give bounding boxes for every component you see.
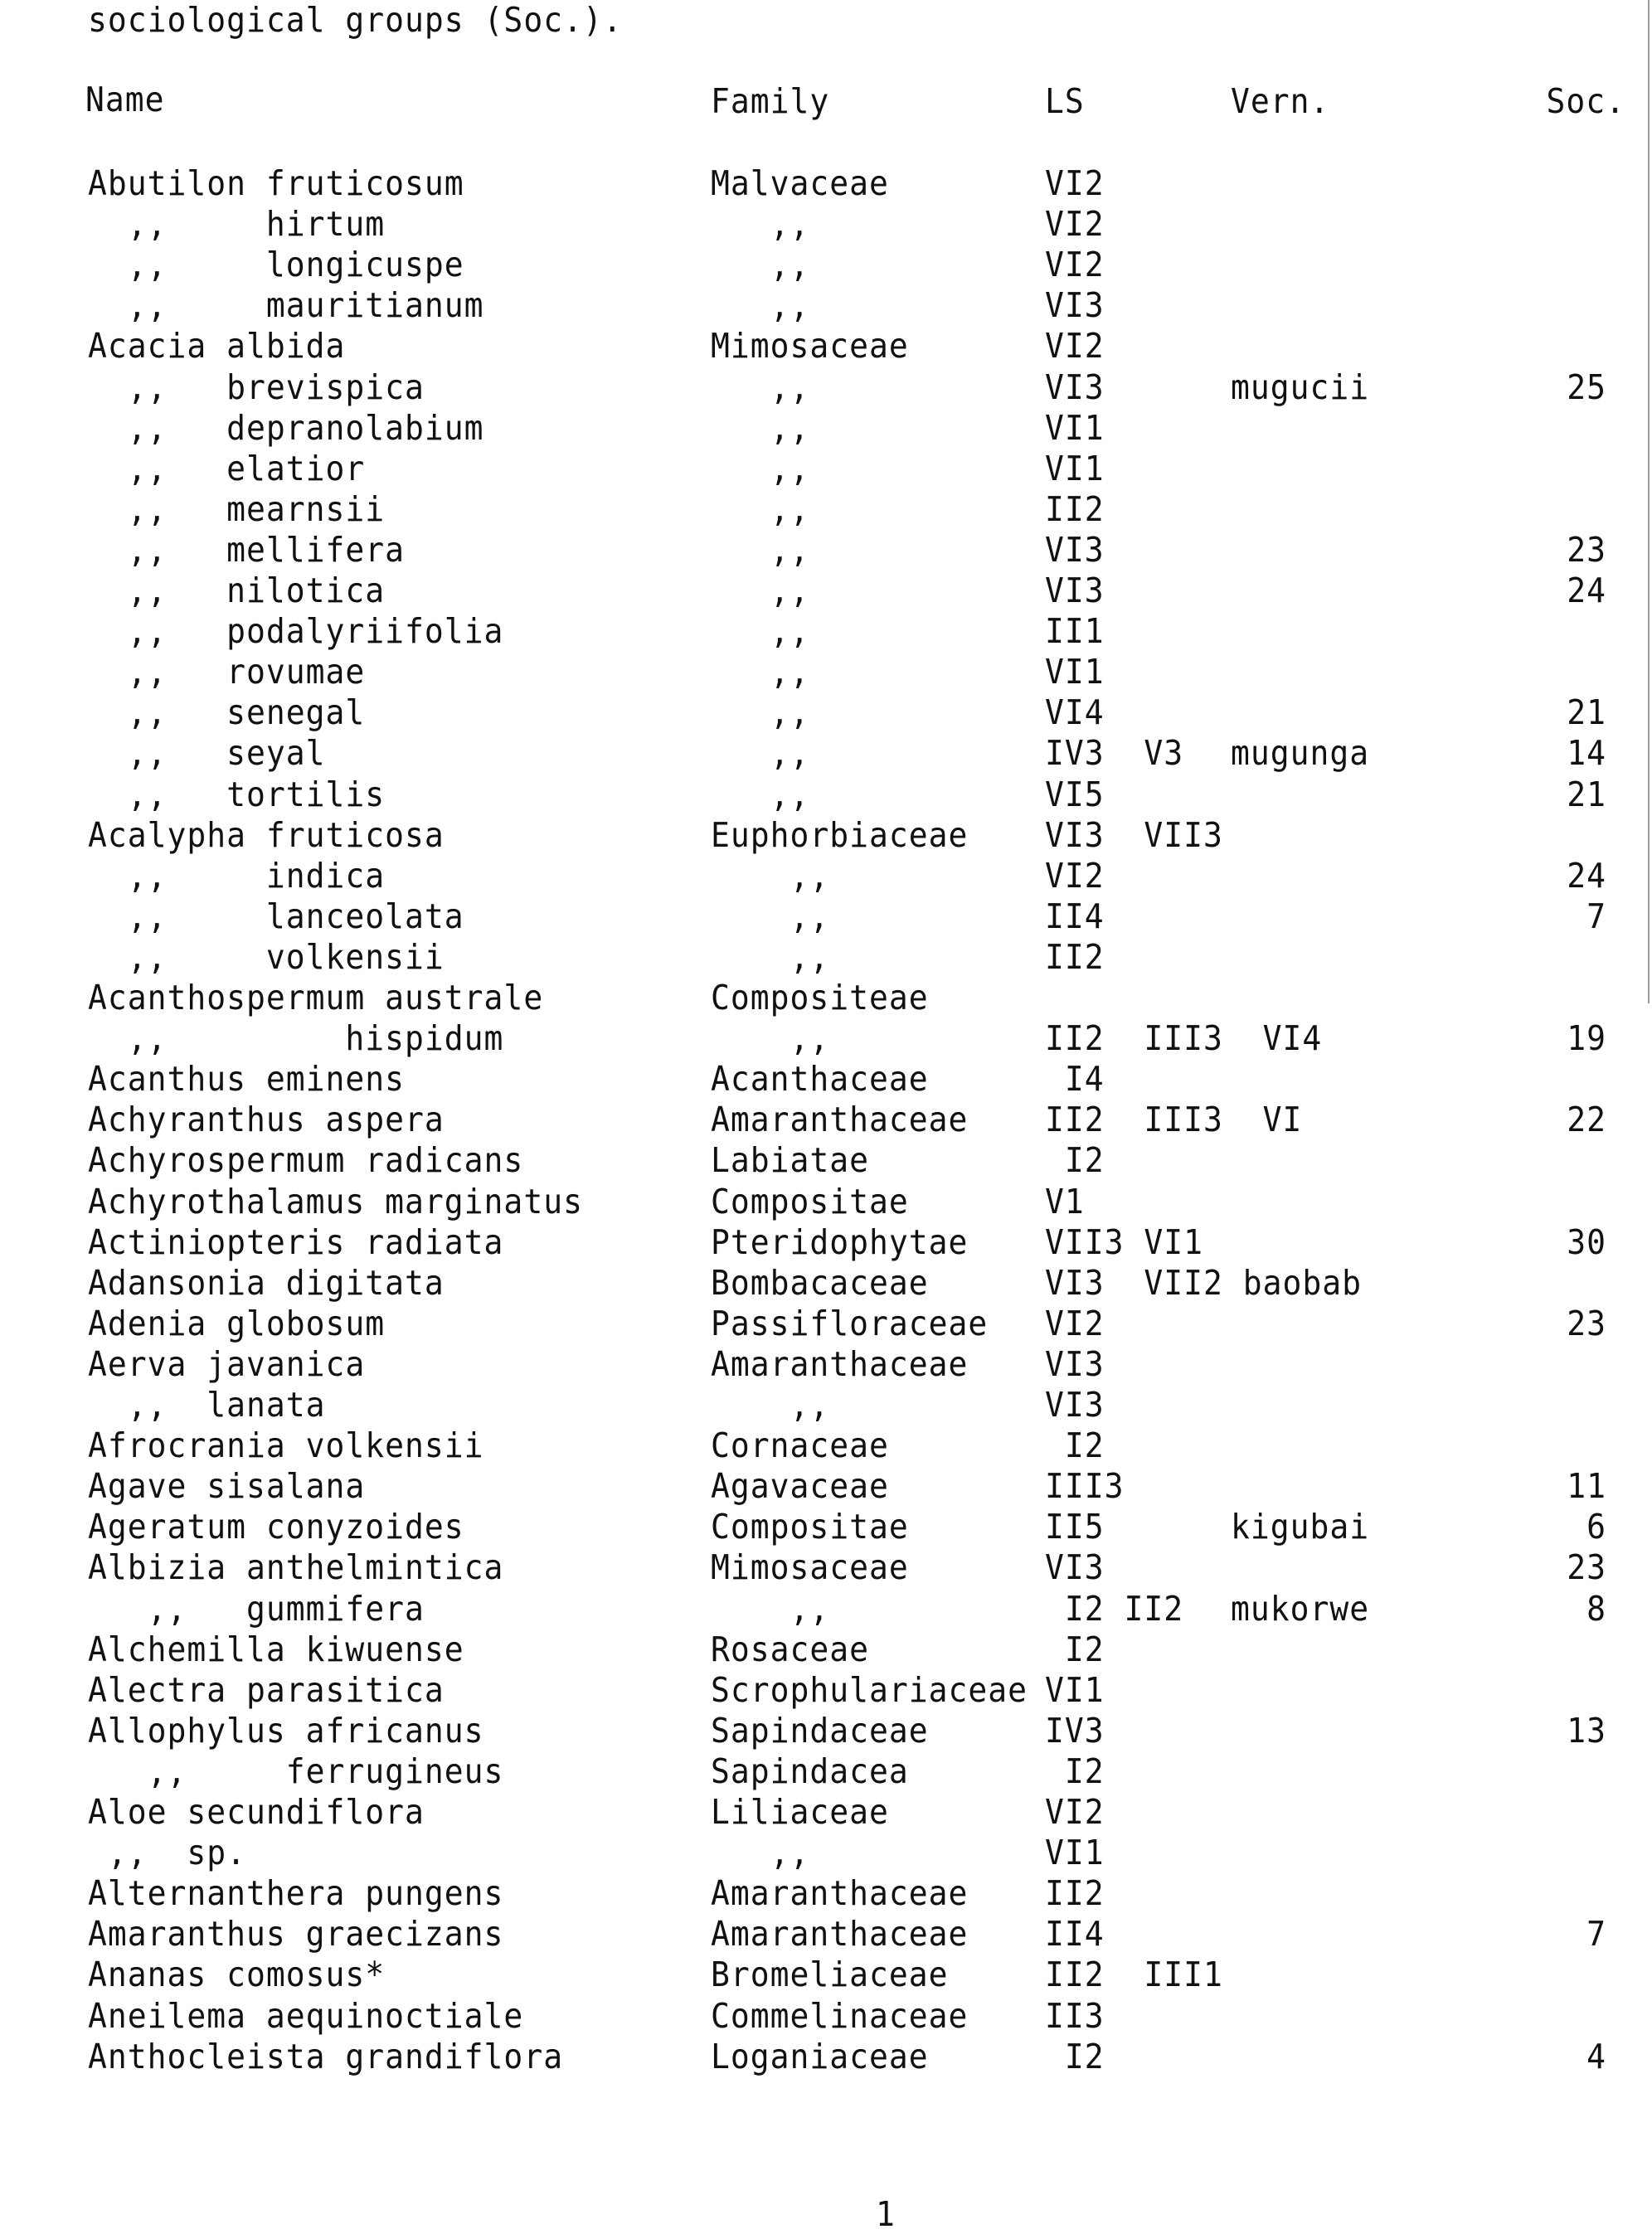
header-name: Name (85, 80, 165, 119)
life-stage: V1 (1045, 1181, 1085, 1221)
family: Compositeae (711, 978, 929, 1017)
species-name: Ananas comosus* (88, 1955, 386, 1995)
sociological-group: 7 (1586, 896, 1606, 936)
life-stage: I4 (1045, 1059, 1105, 1099)
sociological-group: 11 (1567, 1466, 1606, 1506)
family: Liliaceae (711, 1792, 889, 1832)
sociological-group: 19 (1567, 1018, 1606, 1058)
life-stage: I2 II2 (1045, 1588, 1184, 1629)
species-name: ,, lanceolata (88, 896, 464, 936)
sociological-group: 8 (1586, 1588, 1606, 1629)
life-stage: VI3 (1045, 1344, 1105, 1384)
life-stage: VI4 (1045, 692, 1105, 733)
family: Sapindaceae (711, 1711, 929, 1751)
life-stage: III3 (1045, 1466, 1125, 1506)
sociological-group: 21 (1567, 774, 1606, 814)
family: Amaranthaceae (711, 1344, 969, 1384)
family: Agavaceae (711, 1466, 889, 1506)
species-name: Ageratum conyzoides (88, 1507, 464, 1547)
life-stage: II2 III3 VI4 (1045, 1018, 1323, 1058)
family: Sapindacea (711, 1751, 909, 1791)
sociological-group: 23 (1567, 1304, 1606, 1343)
life-stage: VI3 (1045, 367, 1105, 407)
family: Bromeliaceae (711, 1955, 949, 1995)
life-stage: II4 (1045, 1914, 1105, 1955)
life-stage: II2 III1 (1045, 1955, 1223, 1995)
family: ,, (711, 489, 810, 529)
life-stage: VII3 VI1 (1045, 1221, 1204, 1262)
species-name: ,, mellifera (88, 530, 406, 570)
life-stage: VI3 VII3 (1045, 814, 1223, 855)
family: Compositae (711, 1181, 909, 1221)
species-name: Abutilon fruticosum (88, 163, 464, 203)
species-name: ,, hispidum (88, 1018, 504, 1058)
sociological-group: 24 (1567, 571, 1606, 610)
life-stage: II3 (1045, 1995, 1105, 2036)
species-name: Agave sisalana (88, 1466, 366, 1506)
life-stage: VI1 (1045, 407, 1105, 448)
species-name: Adenia globosum (88, 1304, 386, 1343)
species-name: Aerva javanica (88, 1344, 366, 1384)
species-name: Albizia anthelmintica (88, 1547, 504, 1588)
species-name: ,, longicuspe (88, 245, 464, 284)
family: ,, (711, 407, 810, 448)
sociological-group: 24 (1567, 855, 1606, 896)
species-name: ,, seyal (88, 733, 326, 774)
life-stage: VI2 (1045, 245, 1105, 284)
family: ,, (711, 611, 810, 651)
family: ,, (711, 530, 810, 570)
species-name: Alchemilla kiwuense (88, 1629, 464, 1669)
life-stage: VI1 (1045, 1833, 1105, 1872)
life-stage: VI3 (1045, 285, 1105, 326)
vernacular-name: mugunga (1231, 733, 1370, 774)
family: Amaranthaceae (711, 1914, 969, 1955)
life-stage: VI3 (1045, 571, 1105, 610)
life-stage: I2 (1045, 1140, 1105, 1181)
family: ,, (711, 692, 810, 733)
family: ,, (711, 937, 830, 977)
sociological-group: 7 (1586, 1914, 1606, 1955)
family: ,, (711, 245, 810, 284)
family: ,, (711, 855, 830, 896)
life-stage: I2 (1045, 1751, 1105, 1791)
sociological-group: 25 (1567, 367, 1606, 407)
family: Mimosaceae (711, 326, 909, 367)
family: ,, (711, 1385, 830, 1425)
species-name: ,, sp. (88, 1833, 247, 1872)
vernacular-name: kigubai (1231, 1507, 1370, 1547)
family: Malvaceae (711, 163, 889, 203)
species-name: ,, rovumae (88, 652, 366, 692)
vernacular-name: mukorwe (1231, 1588, 1370, 1629)
life-stage: VI1 (1045, 652, 1105, 692)
family: Mimosaceae (711, 1547, 909, 1588)
family: Cornaceae (711, 1425, 889, 1465)
species-name: Alternanthera pungens (88, 1873, 504, 1913)
life-stage: I2 (1045, 1629, 1105, 1669)
species-name: ,, brevispica (88, 367, 425, 407)
species-name: ,, lanata (88, 1385, 326, 1425)
family: ,, (711, 774, 810, 814)
page-edge-line (1648, 0, 1650, 1003)
life-stage: II2 III3 VI (1045, 1100, 1303, 1140)
family: ,, (711, 652, 810, 692)
life-stage: VI1 (1045, 448, 1105, 488)
family: ,, (711, 896, 830, 936)
species-name: Alectra parasitica (88, 1669, 445, 1710)
family: Amaranthaceae (711, 1100, 969, 1140)
family: ,, (711, 1588, 830, 1629)
family: Bombacaceae (711, 1262, 929, 1303)
life-stage: II1 (1045, 611, 1105, 651)
sociological-group: 14 (1567, 733, 1606, 774)
life-stage: IV3 (1045, 1711, 1105, 1751)
life-stage: II4 (1045, 896, 1105, 936)
family: Commelinaceae (711, 1995, 969, 2036)
species-name: Allophylus africanus (88, 1711, 484, 1751)
family: Rosaceae (711, 1629, 870, 1669)
header-soc: Soc. (1546, 81, 1625, 121)
species-name: ,, podalyriifolia (88, 611, 504, 651)
sociological-group: 4 (1586, 2036, 1606, 2076)
family: ,, (711, 448, 810, 488)
sociological-group: 30 (1567, 1221, 1606, 1262)
species-name: Aneilema aequinoctiale (88, 1995, 524, 2036)
life-stage: VI2 (1045, 204, 1105, 244)
page-number: 1 (876, 2194, 896, 2234)
life-stage: II2 (1045, 1873, 1105, 1913)
species-name: ,, indica (88, 855, 386, 896)
species-name: Aloe secundiflora (88, 1792, 425, 1832)
species-name: ,, mauritianum (88, 285, 484, 326)
family: Amaranthaceae (711, 1873, 969, 1913)
vernacular-name: mugucii (1231, 367, 1370, 407)
sociological-group: 6 (1586, 1507, 1606, 1547)
family: Labiatae (711, 1140, 870, 1181)
species-name: ,, nilotica (88, 571, 386, 610)
life-stage: I2 (1045, 1425, 1105, 1465)
header-ls: LS (1045, 81, 1085, 121)
life-stage: I2 (1045, 2036, 1105, 2076)
life-stage: VI5 (1045, 774, 1105, 814)
species-name: ,, tortilis (88, 774, 386, 814)
species-name: Acanthus eminens (88, 1059, 406, 1099)
species-name: ,, elatior (88, 448, 366, 488)
sociological-group: 23 (1567, 530, 1606, 570)
life-stage: VI3 (1045, 1547, 1105, 1588)
species-name: Actiniopteris radiata (88, 1221, 504, 1262)
life-stage: VI3 (1045, 530, 1105, 570)
life-stage: VI3 (1045, 1385, 1105, 1425)
life-stage: II5 (1045, 1507, 1105, 1547)
sociological-group: 13 (1567, 1711, 1606, 1751)
family: ,, (711, 285, 810, 326)
family: ,, (711, 571, 810, 610)
life-stage: VI2 (1045, 1792, 1105, 1832)
species-name: ,, volkensii (88, 937, 445, 977)
life-stage: VI2 (1045, 326, 1105, 367)
species-name: ,, senegal (88, 692, 366, 733)
family: ,, (711, 733, 810, 774)
species-name: Afrocrania volkensii (88, 1425, 484, 1465)
species-name: Acacia albida (88, 326, 346, 367)
species-name: Achyrospermum radicans (88, 1140, 524, 1181)
species-name: Adansonia digitata (88, 1262, 445, 1303)
family: Passifloraceae (711, 1304, 989, 1343)
family: Compositae (711, 1507, 909, 1547)
family: Loganiaceae (711, 2036, 929, 2076)
life-stage: VI3 VII2 baobab (1045, 1262, 1363, 1303)
family: Acanthaceae (711, 1059, 929, 1099)
family: ,, (711, 1018, 830, 1058)
family: ,, (711, 1833, 810, 1872)
species-name: Amaranthus graecizans (88, 1914, 504, 1955)
species-name: Anthocleista grandiflora (88, 2036, 564, 2076)
species-name: ,, mearnsii (88, 489, 386, 529)
sociological-group: 22 (1567, 1100, 1606, 1140)
life-stage: II2 (1045, 489, 1105, 529)
family: Scrophulariaceae (711, 1669, 1028, 1710)
life-stage: II2 (1045, 937, 1105, 977)
life-stage: IV3 V3 (1045, 733, 1184, 774)
sociological-group: 21 (1567, 692, 1606, 733)
species-name: Achyranthus aspera (88, 1100, 445, 1140)
species-name: Acanthospermum australe (88, 978, 544, 1017)
life-stage: VI2 (1045, 1304, 1105, 1343)
life-stage: VI2 (1045, 855, 1105, 896)
family: ,, (711, 367, 810, 407)
header-vern: Vern. (1231, 81, 1330, 121)
life-stage: VI2 (1045, 163, 1105, 203)
species-name: ,, gummifera (88, 1588, 425, 1629)
table-caption: sociological groups (Soc.). (88, 0, 623, 40)
family: Pteridophytae (711, 1221, 969, 1262)
sociological-group: 23 (1567, 1547, 1606, 1588)
life-stage: VI1 (1045, 1669, 1105, 1710)
header-family: Family (711, 81, 830, 121)
species-name: Achyrothalamus marginatus (88, 1181, 583, 1221)
family: Euphorbiaceae (711, 814, 969, 855)
species-name: ,, hirtum (88, 204, 386, 244)
family: ,, (711, 204, 810, 244)
species-name: ,, depranolabium (88, 407, 484, 448)
species-name: Acalypha fruticosa (88, 814, 445, 855)
species-name: ,, ferrugineus (88, 1751, 504, 1791)
